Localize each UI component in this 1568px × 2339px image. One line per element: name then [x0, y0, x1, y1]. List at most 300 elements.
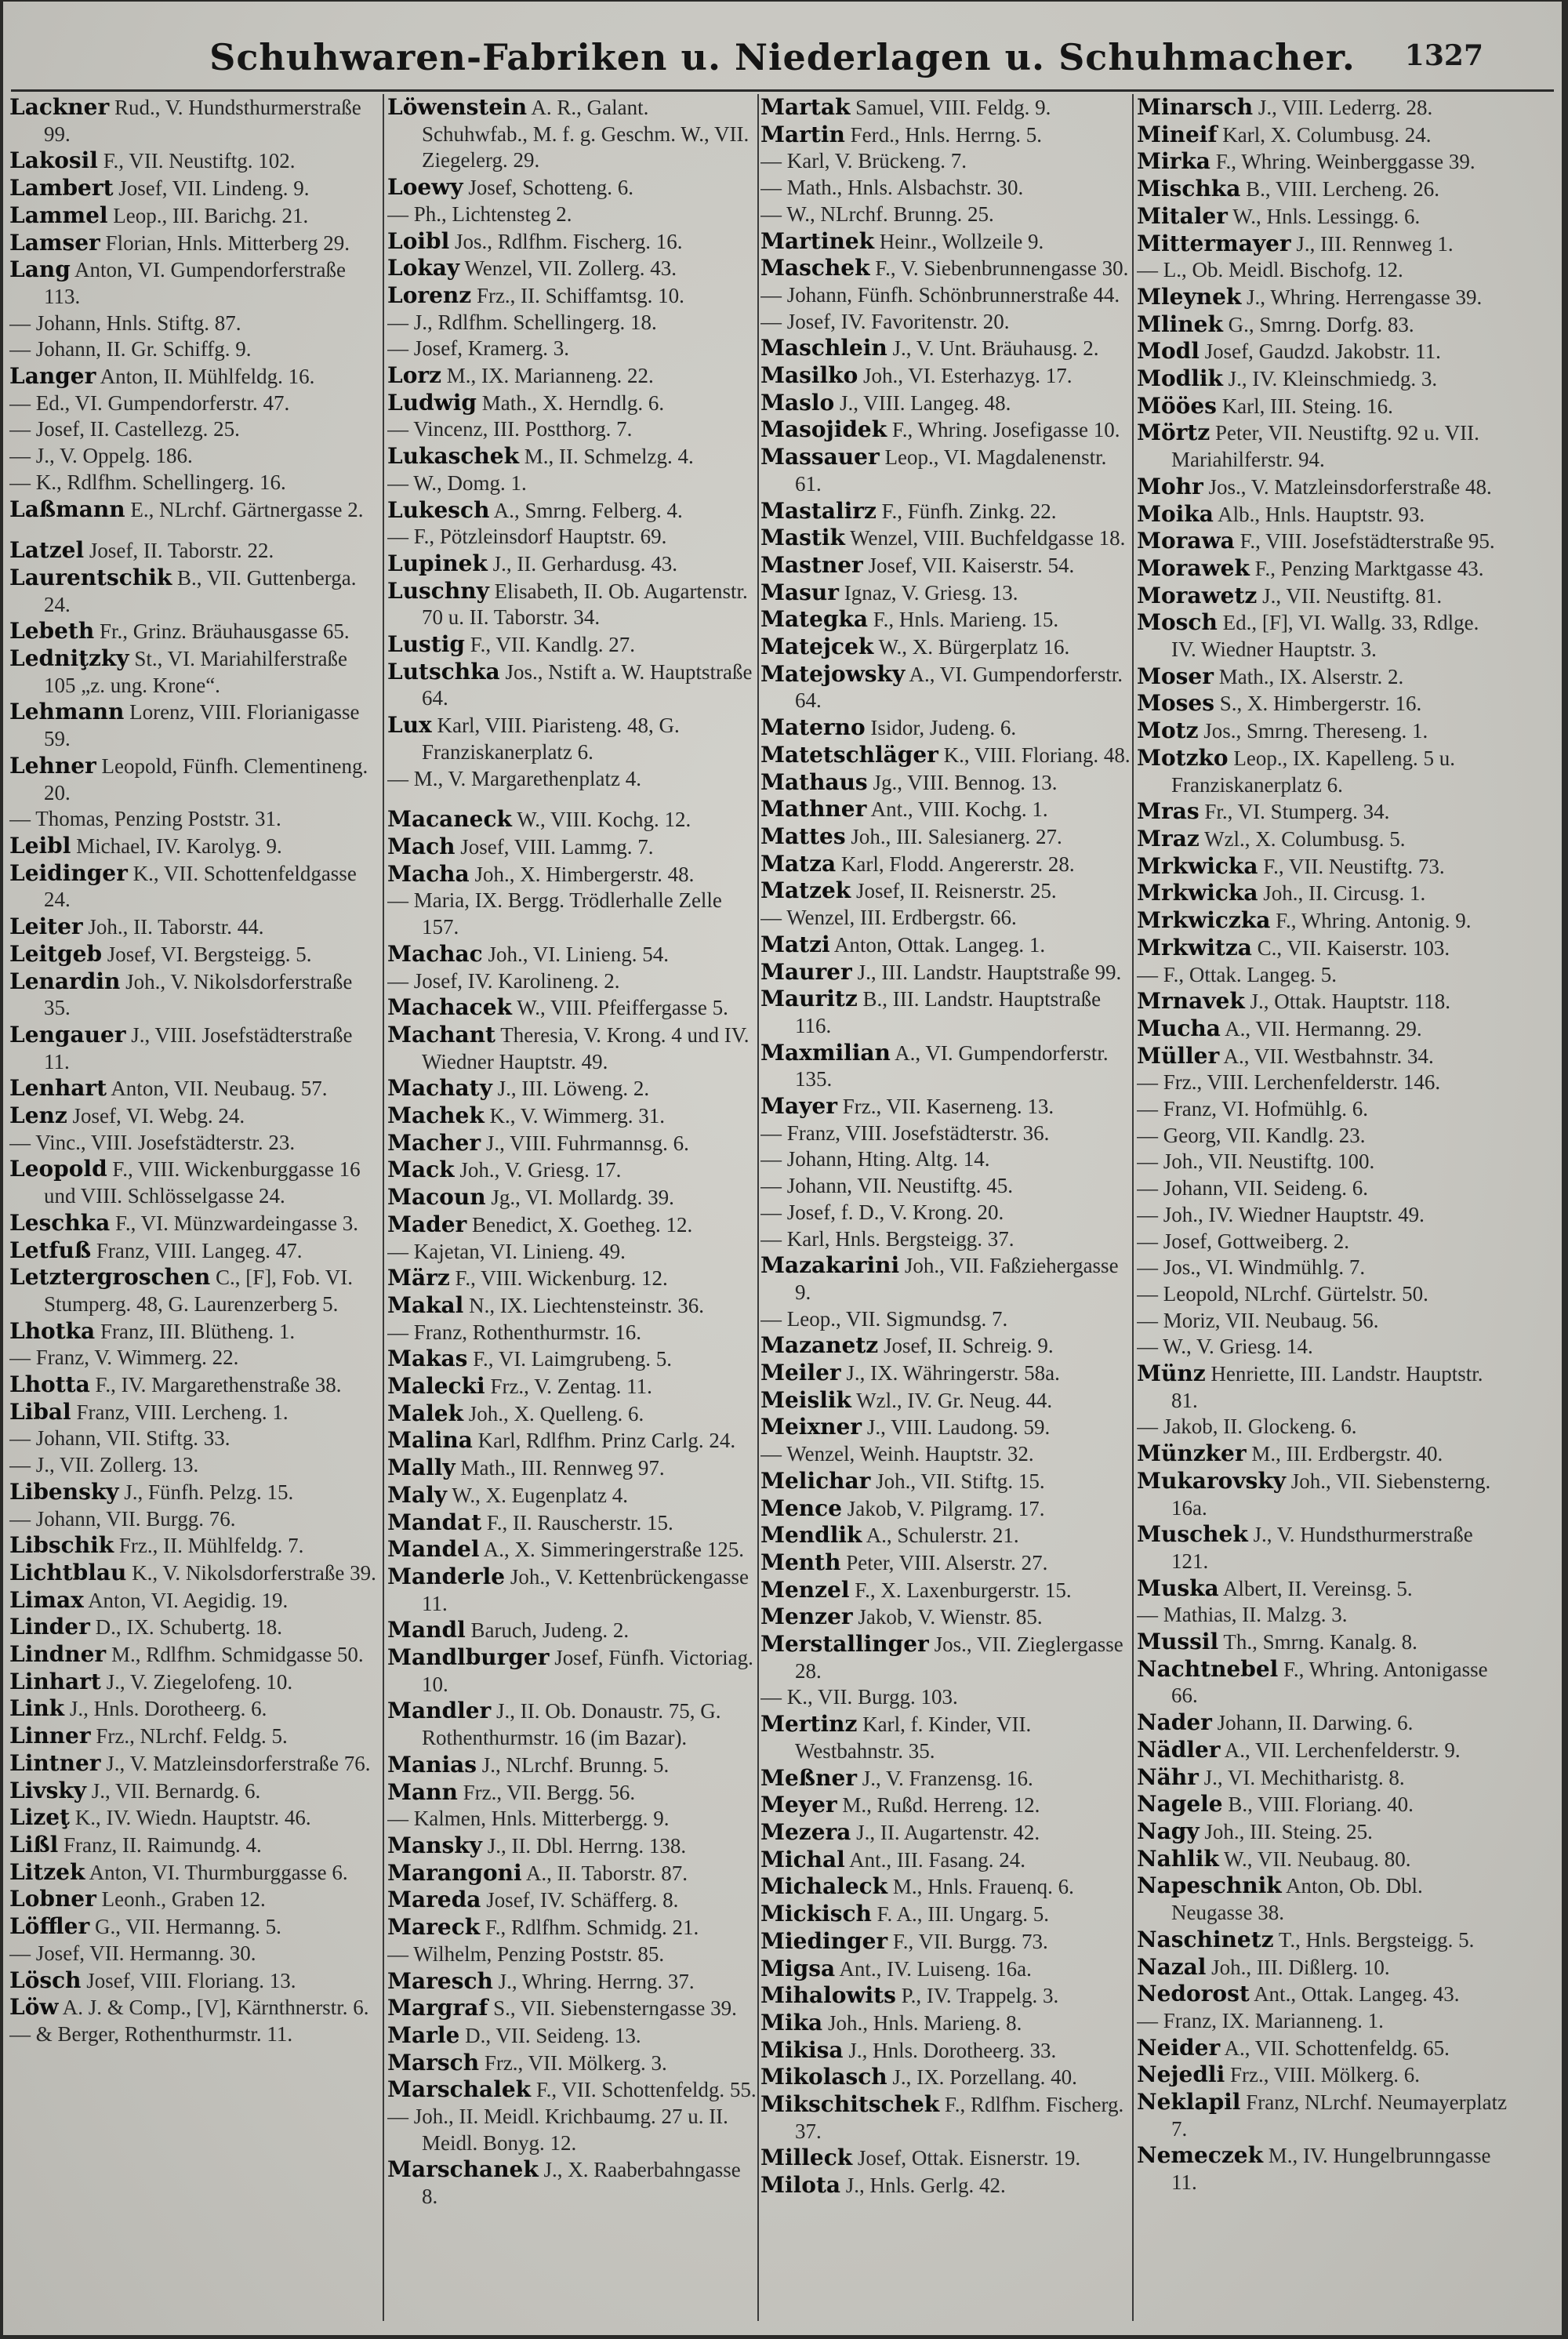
directory-entry — [760, 175, 1132, 202]
entry-details: — Leop., VII. Sigmundsg. 7. — [760, 1306, 1008, 1331]
directory-entry — [9, 1264, 378, 1317]
entry-surname: Nader — [1137, 1709, 1212, 1736]
entry-surname: Linhart — [9, 1668, 101, 1694]
entry-surname: Matejcek — [760, 634, 874, 660]
directory-entry — [1137, 1981, 1508, 2008]
entry-details: M., III. Erdbergstr. 40. — [1251, 1442, 1443, 1466]
entry-details: Josef, II. Reisnerstr. 25. — [855, 879, 1057, 903]
entry-details: J., V. Matzleinsdorferstraße 76. — [106, 1751, 371, 1775]
entry-surname: Nähr — [1137, 1763, 1199, 1790]
entry-surname: Mack — [387, 1157, 455, 1183]
entry-surname: Mathner — [760, 796, 867, 823]
directory-entry — [760, 1495, 1132, 1523]
directory-entry — [387, 1455, 759, 1482]
entry-surname: Ludwig — [387, 389, 477, 416]
directory-entry — [1137, 1229, 1508, 1255]
entry-surname: Loewy — [387, 174, 463, 201]
column-divider — [1132, 94, 1134, 2321]
entry-surname: Letztergroschen — [9, 1264, 211, 1291]
entry-details: J., VII. Bernardg. 6. — [91, 1778, 261, 1803]
entry-details: — Georg, VII. Kandlg. 23. — [1137, 1123, 1366, 1147]
directory-entry — [387, 1509, 759, 1537]
entry-surname: Mohr — [1137, 473, 1203, 499]
entry-details: Franz, NLrchf. Neumayerplatz 7. — [1171, 2090, 1508, 2141]
directory-entry — [9, 1778, 378, 1805]
entry-details: J., Hnls. Dorotheerg. 33. — [848, 2038, 1057, 2062]
entry-surname: Letfuß — [9, 1237, 92, 1263]
entry-details: — Vinc., VIII. Josefstädterstr. 23. — [9, 1130, 296, 1154]
entry-surname: Mertinz — [760, 1711, 858, 1738]
entry-details: Anton, Ottak. Langeg. 1. — [833, 932, 1046, 957]
entry-surname: Nädler — [1137, 1736, 1221, 1763]
entry-surname: Lenz — [9, 1102, 67, 1129]
entry-surname: Mandel — [387, 1536, 480, 1563]
entry-surname: Lakosil — [9, 147, 98, 174]
directory-entry — [760, 1901, 1132, 1928]
entry-details: — Franz, Rothenthurmstr. 16. — [387, 1320, 641, 1344]
entry-surname: Meyer — [760, 1792, 837, 1818]
directory-entry — [1137, 935, 1508, 962]
entry-surname: Luschny — [387, 577, 489, 604]
entry-surname: Mence — [760, 1495, 843, 1521]
entry-details: W., X. Eugenplatz 4. — [452, 1483, 629, 1507]
entry-surname: Marle — [387, 2021, 460, 2048]
entry-surname: Moses — [1137, 690, 1215, 717]
entry-surname: Macha — [387, 860, 470, 887]
directory-entry — [760, 444, 1132, 497]
entry-surname: März — [387, 1265, 450, 1291]
entry-details: Isidor, Judeng. 6. — [870, 716, 1017, 740]
directory-entry — [9, 256, 378, 310]
entry-details: W., VIII. Pfeiffergasse 5. — [517, 996, 728, 1020]
directory-entry — [760, 1604, 1132, 1631]
entry-surname: Leibl — [9, 832, 71, 859]
directory-entry — [1137, 2142, 1508, 2196]
entry-details: S., VII. Siebensterngasse 39. — [493, 1996, 737, 2021]
entry-surname: Matzek — [760, 877, 851, 904]
entry-details: Johann, II. Darwing. 6. — [1217, 1711, 1414, 1735]
directory-entry — [760, 1252, 1132, 1306]
entry-details: F., VI. Laimgrubeng. 5. — [473, 1347, 673, 1371]
directory-entry — [387, 255, 759, 282]
entry-details: — Johann, VII. Neustiftg. 45. — [760, 1174, 1013, 1198]
entry-surname: Mezera — [760, 1819, 851, 1845]
entry-details: — Jos., VI. Windmühlg. 7. — [1137, 1255, 1366, 1280]
entry-surname: Mally — [387, 1455, 456, 1481]
entry-details: Henriette, III. Landstr. Hauptstr. 81. — [1171, 1362, 1483, 1412]
entry-surname: Modlik — [1137, 365, 1223, 392]
directory-entry — [760, 282, 1132, 309]
directory-entry — [760, 1956, 1132, 1983]
entry-surname: Löffler — [9, 1913, 90, 1940]
entry-details: F., Whring. Weinberggasse 39. — [1215, 150, 1475, 174]
directory-entry — [387, 941, 759, 968]
entry-surname: Mrkwitza — [1137, 934, 1252, 961]
entry-surname: Marsch — [387, 2049, 480, 2076]
directory-entry — [387, 1265, 759, 1292]
directory-entry — [1137, 203, 1508, 231]
entry-details: A., VII. Westbahnstr. 34. — [1223, 1044, 1434, 1068]
directory-entry — [760, 796, 1132, 823]
entry-details: — Leopold, NLrchf. Gürtelstr. 50. — [1137, 1281, 1428, 1306]
entry-surname: Malina — [387, 1427, 473, 1454]
entry-details: Josef, II. Schreig. 9. — [883, 1334, 1054, 1358]
entry-details: Anton, II. Mühlfeldg. 16. — [100, 365, 315, 389]
entry-details: Anton, VI. Aegidig. 19. — [88, 1588, 289, 1612]
entry-details: M., Hnls. Frauenq. 6. — [892, 1875, 1074, 1899]
directory-entry — [760, 634, 1132, 661]
entry-details: F., VII. Burgg. 73. — [892, 1929, 1048, 1953]
directory-entry — [9, 1479, 378, 1506]
entry-details: F., VIII. Wickenburg. 12. — [455, 1266, 668, 1291]
entry-surname: Maschlein — [760, 335, 887, 361]
entry-surname: Mleynek — [1137, 283, 1242, 310]
entry-surname: Mazanetz — [760, 1332, 879, 1359]
entry-details: F., VII. Kandlg. 27. — [470, 633, 636, 657]
directory-entry — [760, 579, 1132, 607]
entry-surname: Marangoni — [387, 1859, 522, 1886]
entry-surname: Mendlik — [760, 1522, 862, 1549]
directory-entry — [387, 228, 759, 256]
directory-entry — [387, 94, 759, 174]
entry-surname: Mittermayer — [1137, 230, 1291, 256]
directory-entry — [760, 1522, 1132, 1549]
directory-entry — [1137, 1737, 1508, 1764]
entry-details: F., II. Rauscherstr. 15. — [486, 1510, 673, 1535]
directory-entry — [760, 362, 1132, 390]
directory-entry — [760, 1549, 1132, 1577]
page-number: 1327 — [1404, 39, 1483, 72]
entry-surname: Leopold — [9, 1156, 107, 1182]
entry-surname: Martinek — [760, 227, 875, 254]
entry-surname: Muschek — [1137, 1521, 1248, 1548]
entry-surname: Lobner — [9, 1886, 96, 1912]
entry-details: J., NLrchf. Brunng. 5. — [481, 1752, 670, 1777]
directory-entry — [1137, 2089, 1508, 2142]
entry-details: Frz., VIII. Mölkerg. 6. — [1229, 2063, 1420, 2087]
entry-surname: Modl — [1137, 338, 1200, 365]
directory-entry — [387, 2022, 759, 2050]
directory-entry — [760, 1120, 1132, 1147]
entry-details: Franz, VIII. Langeg. 47. — [96, 1238, 303, 1262]
directory-entry — [760, 2037, 1132, 2065]
directory-entry — [1137, 148, 1508, 176]
entry-surname: Morawa — [1137, 528, 1235, 554]
entry-details: J., Ottak. Hauptstr. 118. — [1250, 990, 1450, 1014]
entry-surname: Mitaler — [1137, 202, 1228, 229]
directory-entry — [9, 1994, 378, 2021]
directory-entry — [387, 1346, 759, 1373]
entry-details: P., IV. Trappelg. 3. — [901, 1984, 1059, 2008]
directory-entry — [1137, 1468, 1508, 1521]
entry-surname: Mazakarini — [760, 1252, 900, 1279]
entry-details: K., VII. Schottenfeldgasse 24. — [44, 861, 357, 912]
entry-details: Wzl., IV. Gr. Neug. 44. — [856, 1388, 1053, 1412]
entry-details: F., VIII. Josefstädterstraße 95. — [1240, 529, 1495, 554]
entry-surname: Machek — [387, 1102, 485, 1129]
directory-entry — [9, 1967, 378, 1995]
entry-details: Frz., II. Schiffamtsg. 10. — [476, 283, 684, 307]
entry-details: Peter, VII. Neustiftg. 92 u. VII. Mariahilferstr. 94. — [1171, 421, 1479, 472]
entry-details: Ant., III. Fasang. 24. — [849, 1847, 1026, 1872]
entry-details: Theresia, V. Krong. 4 und IV. Wiedner Hauptstr. 49. — [422, 1022, 750, 1073]
entry-details: Jos., V. Matzleinsdorferstraße 48. — [1208, 474, 1492, 499]
entry-surname: Macher — [387, 1129, 481, 1156]
entry-surname: Lenardin — [9, 968, 121, 994]
directory-entry — [760, 932, 1132, 959]
entry-details: — Karl, V. Brückeng. 7. — [760, 149, 967, 173]
entry-surname: Libschik — [9, 1532, 114, 1559]
directory-entry — [1137, 1764, 1508, 1792]
entry-details: — Johann, VII. Stiftg. 33. — [9, 1426, 230, 1451]
directory-entry — [1137, 745, 1508, 798]
entry-surname: Livsky — [9, 1777, 87, 1803]
entry-details: Josef, Fünfh. Victoriag. 10. — [422, 1646, 753, 1696]
entry-surname: Lustig — [387, 631, 465, 658]
entry-details: — Frz., VIII. Lerchenfelderstr. 146. — [1137, 1070, 1441, 1095]
directory-entry — [1137, 2008, 1508, 2035]
directory-entry — [387, 1400, 759, 1428]
entry-details: St., VI. Mariahilferstraße 105 „z. ung. Krone“. — [44, 647, 348, 697]
directory-entry — [9, 1130, 378, 1157]
directory-entry — [1137, 94, 1508, 122]
entry-details: — Johann, VII. Burgg. 76. — [9, 1506, 236, 1531]
entry-details: Joh., VII. Faßziehergasse 9. — [795, 1254, 1119, 1304]
entry-details: J., VIII. Josefstädterstraße 11. — [44, 1022, 353, 1073]
entry-details: Ant., IV. Luiseng. 16a. — [839, 1956, 1032, 1981]
entry-details: Anton, Ob. Dbl. Neugasse 38. — [1171, 1874, 1423, 1925]
entry-details: — Josef, f. D., V. Krong. 20. — [760, 1200, 1004, 1224]
entry-details: — M., V. Margarethenplatz 4. — [387, 766, 641, 790]
directory-entry — [1137, 2061, 1508, 2089]
entry-surname: Mrkwicka — [1137, 852, 1258, 879]
entry-surname: Mika — [760, 2009, 823, 2036]
entry-details: Frz., V. Zentag. 11. — [490, 1375, 652, 1399]
entry-details: F., Hnls. Marieng. 15. — [873, 608, 1059, 632]
column-3 — [760, 94, 1132, 2321]
entry-details: A., VI. Gumpendorferstr. 64. — [795, 662, 1123, 713]
directory-entry — [9, 363, 378, 390]
entry-surname: Mach — [387, 833, 456, 859]
entry-surname: Martin — [760, 121, 845, 147]
entry-surname: Lang — [9, 256, 71, 283]
entry-surname: Nazal — [1137, 1953, 1207, 1980]
entry-details: — W., V. Griesg. 14. — [1137, 1335, 1313, 1359]
entry-details: — & Berger, Rothenthurmstr. 11. — [9, 2021, 293, 2046]
directory-entry — [760, 309, 1132, 336]
entry-details: F., Whring. Josefigasse 10. — [891, 418, 1120, 442]
entry-details: K., V. Nikolsdorferstraße 39. — [132, 1560, 376, 1585]
entry-details: — Wenzel, Weinh. Hauptstr. 32. — [760, 1442, 1034, 1466]
entry-details: Joh., Hnls. Marieng. 8. — [827, 2010, 1022, 2035]
entry-surname: Machac — [387, 940, 483, 967]
directory-entry — [760, 228, 1132, 256]
entry-details: Lorenz, VIII. Florianigasse 59. — [44, 700, 360, 751]
entry-details: J., III. Landstr. Hauptstraße 99. — [857, 960, 1122, 984]
directory-entry — [9, 1587, 378, 1614]
entry-surname: Migsa — [760, 1955, 836, 1981]
entry-details: Joh., X. Quelleng. 6. — [468, 1401, 644, 1426]
directory-entry — [387, 1482, 759, 1509]
directory-entry — [387, 550, 759, 578]
entry-details: W., Hnls. Lessingg. 6. — [1232, 204, 1421, 228]
directory-entry — [387, 1075, 759, 1102]
entry-details: J., Whring. Herrengasse 39. — [1247, 285, 1483, 309]
entry-surname: Mauritz — [760, 986, 858, 1012]
entry-details: Jakob, V. Pilgramg. 17. — [847, 1496, 1045, 1520]
entry-details: J., IV. Kleinschmiedg. 3. — [1228, 367, 1438, 391]
entry-details: Joh., VI. Esterhazyg. 17. — [863, 364, 1073, 388]
directory-entry — [9, 806, 378, 833]
entry-details: Samuel, VIII. Feldg. 9. — [855, 96, 1051, 119]
entry-surname: Mucha — [1137, 1015, 1221, 1041]
directory-entry — [9, 645, 378, 699]
entry-details: Karl, f. Kinder, VII. Westbahnstr. 35. — [795, 1712, 1032, 1763]
entry-surname: Mukarovsky — [1137, 1467, 1287, 1494]
entry-details: Leop., IX. Kapelleng. 5 u. Franziskanerplatz 6. — [1171, 746, 1456, 797]
directory-entry — [760, 1306, 1132, 1333]
directory-entry — [1137, 988, 1508, 1015]
entry-surname: Lizeţ — [9, 1804, 70, 1831]
directory-entry — [387, 994, 759, 1022]
entry-surname: Michaleck — [760, 1873, 888, 1900]
entry-details: — Johann, Fünfh. Schönbrunnerstraße 44. — [760, 282, 1120, 307]
entry-details: B., VIII. Floriang. 40. — [1228, 1792, 1414, 1817]
entry-details: Joh., III. Salesianerg. 27. — [851, 824, 1062, 848]
directory-entry — [387, 1914, 759, 1941]
entry-details: B., VIII. Lercheng. 26. — [1246, 177, 1440, 202]
entry-details: M., II. Schmelzg. 4. — [524, 445, 694, 469]
directory-entry — [760, 1765, 1132, 1792]
directory-entry — [760, 2091, 1132, 2145]
directory-entry — [387, 1536, 759, 1564]
directory-entry — [387, 1887, 759, 1914]
directory-entry — [9, 1913, 378, 1941]
directory-entry — [387, 443, 759, 470]
directory-entry — [9, 1399, 378, 1426]
directory-entry — [387, 578, 759, 631]
entry-details: J., VII. Neustiftg. 81. — [1262, 583, 1443, 608]
directory-entry — [9, 1506, 378, 1533]
entry-surname: Lambert — [9, 175, 114, 202]
entry-details: Josef, VIII. Floriang. 13. — [86, 1968, 296, 1992]
directory-entry — [760, 1577, 1132, 1604]
directory-entry — [9, 699, 378, 752]
entry-surname: Mandler — [387, 1698, 492, 1724]
directory-entry — [1137, 717, 1508, 745]
directory-entry — [1137, 338, 1508, 365]
entry-surname: Martak — [760, 94, 851, 120]
entry-surname: Lengauer — [9, 1021, 126, 1048]
entry-surname: Lokay — [387, 255, 460, 281]
entry-details: Joh., V. Nikolsdorferstraße 35. — [44, 969, 353, 1020]
directory-entry — [9, 1669, 378, 1696]
directory-entry — [760, 202, 1132, 228]
directory-entry — [760, 552, 1132, 579]
directory-entry — [387, 659, 759, 712]
directory-entry — [9, 443, 378, 470]
directory-page — [3, 2, 1562, 2335]
entry-surname: Menzer — [760, 1604, 853, 1630]
directory-entry — [9, 202, 378, 230]
entry-details: Jos., Smrng. Thereseng. 1. — [1203, 719, 1428, 743]
entry-surname: Lösch — [9, 1967, 82, 1993]
column-2 — [387, 94, 759, 2321]
directory-entry — [1137, 663, 1508, 691]
entry-details: Josef, VI. Bergsteigg. 5. — [107, 942, 312, 966]
directory-entry — [387, 1427, 759, 1455]
entry-details: — J., VII. Zollerg. 13. — [9, 1453, 199, 1477]
directory-entry — [760, 1093, 1132, 1120]
entry-surname: Matzi — [760, 931, 830, 957]
entry-surname: Langer — [9, 363, 96, 390]
directory-entry — [9, 1102, 378, 1130]
entry-details: A. R., Galant. Schuhwfab., M. f. g. Geschm. W., VII. Ziegelerg. 29. — [422, 96, 750, 173]
entry-details: J., III. Rennweg 1. — [1296, 231, 1454, 256]
entry-surname: Mras — [1137, 798, 1200, 825]
entry-surname: Münzker — [1137, 1440, 1247, 1467]
entry-details: Math., X. Herndlg. 6. — [481, 390, 665, 415]
entry-details: Ignaz, V. Griesg. 13. — [844, 580, 1018, 605]
entry-surname: Mansky — [387, 1832, 482, 1858]
entry-surname: Libensky — [9, 1478, 119, 1505]
entry-details: Josef, Gaudzd. Jakobstr. 11. — [1204, 340, 1441, 364]
entry-surname: Mader — [387, 1211, 467, 1237]
entry-surname: Melichar — [760, 1467, 871, 1494]
directory-entry — [1137, 880, 1508, 907]
entry-details: Baruch, Judeng. 2. — [470, 1618, 630, 1643]
entry-details: J., Hnls. Dorotheerg. 6. — [69, 1697, 267, 1721]
entry-details: F. A., III. Ungarg. 5. — [877, 1902, 1049, 1927]
directory-entry — [9, 1210, 378, 1237]
entry-surname: Machant — [387, 1021, 495, 1048]
entry-details: W., VII. Neubaug. 80. — [1224, 1847, 1411, 1871]
entry-details: Josef, VII. Kaiserstr. 54. — [868, 553, 1075, 577]
entry-surname: Matetschläger — [760, 741, 938, 768]
entry-surname: Mööes — [1137, 392, 1217, 419]
directory-entry — [1137, 231, 1508, 258]
entry-details: — Ed., VI. Gumpendorferstr. 47. — [9, 390, 290, 415]
entry-details: F., Fünfh. Zinkg. 22. — [881, 499, 1057, 523]
entry-details: B., III. Landstr. Hauptstraße 116. — [795, 987, 1102, 1037]
entry-details: Math., III. Rennweg 97. — [460, 1456, 665, 1480]
entry-surname: Nahlik — [1137, 1845, 1219, 1872]
column-divider — [383, 94, 384, 2321]
directory-entry — [387, 1968, 759, 1996]
directory-entry — [760, 959, 1132, 986]
entry-details: M., Rdlfhm. Schmidgasse 50. — [111, 1643, 364, 1667]
entry-surname: Lebeth — [9, 618, 95, 645]
directory-entry — [1137, 1149, 1508, 1175]
directory-entry — [387, 1184, 759, 1211]
entry-details: — Josef, Gottweiberg. 2. — [1137, 1229, 1349, 1253]
entry-details: J., Fünfh. Pelzg. 15. — [124, 1480, 294, 1504]
directory-entry — [760, 1040, 1132, 1093]
entry-surname: Mastalirz — [760, 497, 877, 524]
directory-entry — [9, 1075, 378, 1102]
directory-entry — [387, 336, 759, 362]
directory-entry — [9, 94, 378, 147]
directory-entry — [9, 1886, 378, 1913]
entry-surname: Linder — [9, 1614, 90, 1640]
directory-entry — [387, 416, 759, 443]
directory-entry — [1137, 1872, 1508, 1926]
entry-surname: Lintner — [9, 1749, 101, 1776]
directory-entry — [387, 1292, 759, 1320]
directory-entry — [1137, 1440, 1508, 1468]
entry-surname: Löwenstein — [387, 94, 528, 120]
entry-surname: Maresch — [387, 1967, 493, 1994]
